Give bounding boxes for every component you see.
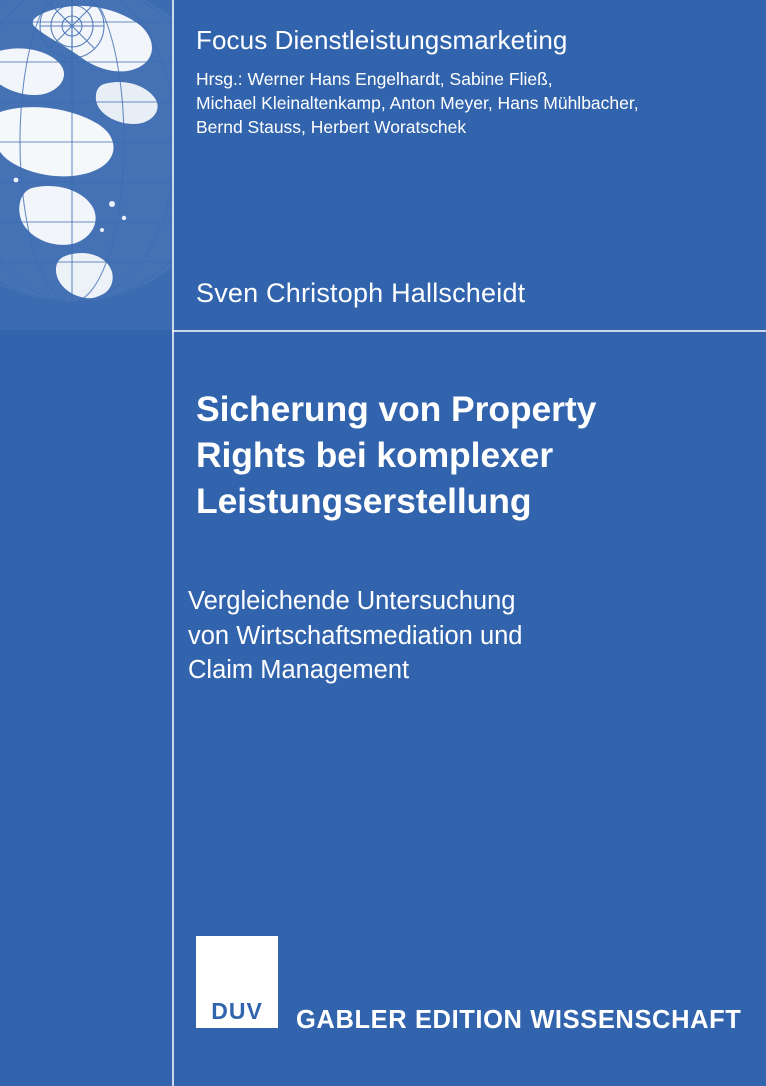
book-title-line-3: Leistungserstellung <box>196 481 532 522</box>
duv-wordmark: DUV <box>211 998 263 1024</box>
globe-artwork-panel <box>0 0 172 330</box>
series-header <box>196 26 752 140</box>
imprint-line: GABLER EDITION WISSENSCHAFT <box>296 1006 742 1034</box>
header-divider <box>172 330 766 332</box>
book-title-line-1: Sicherung von Property <box>196 389 597 429</box>
series-editors-line-2: Michael Kleinaltenkamp, Anton Meyer, Hans Mühlbacher, <box>196 93 639 114</box>
author-name: Sven Christoph Hallscheidt <box>196 278 526 308</box>
vertical-divider <box>172 0 174 1086</box>
book-title <box>196 386 726 524</box>
series-editors-line-3: Bernd Stauss, Herbert Woratschek <box>196 117 467 138</box>
book-subtitle <box>188 584 733 688</box>
book-subtitle-line-3: Claim Management <box>188 656 410 685</box>
series-editors <box>196 67 752 139</box>
book-subtitle-line-2: von Wirtschaftsmediation und <box>188 621 523 650</box>
series-title: Focus Dienstleistungsmarketing <box>196 25 568 55</box>
globe-icon <box>0 0 172 330</box>
book-subtitle-line-1: Vergleichende Untersuchung <box>188 587 516 615</box>
book-title-line-2: Rights bei komplexer <box>196 435 554 476</box>
series-editors-line-1: Hrsg.: Werner Hans Engelhardt, Sabine Fließ, <box>196 69 553 90</box>
